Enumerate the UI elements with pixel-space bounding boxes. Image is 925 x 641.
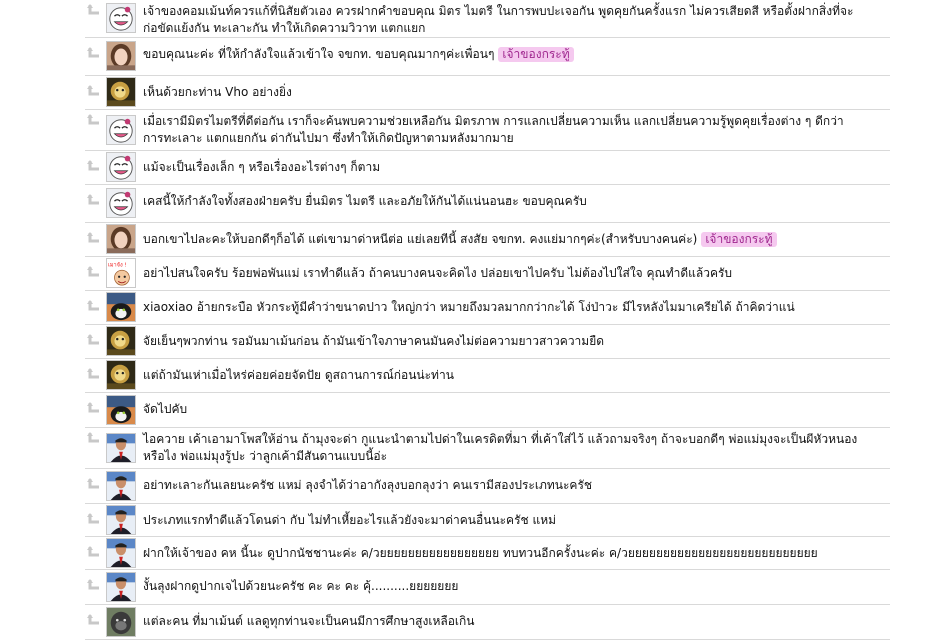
comment-text xyxy=(143,265,890,282)
comment-text xyxy=(143,46,890,63)
comment-line-text: ก่อขัดแย้งกัน ทะเลาะกัน ทำให้เกิดความวิวาท แตกแยก xyxy=(143,21,426,35)
troll-face-icon xyxy=(107,4,135,32)
comment-text xyxy=(143,367,890,384)
avatar[interactable] xyxy=(106,188,136,218)
comment-text-line xyxy=(143,578,890,595)
comment-row xyxy=(85,428,890,469)
comment-text xyxy=(143,159,890,176)
woman-photo-icon xyxy=(107,42,135,70)
avatar[interactable] xyxy=(106,3,136,33)
owner-badge: เจ้าของกระทู้ xyxy=(701,232,776,247)
comment-line-text: ฝากให้เจ้าของ คห นี้นะ ดูปากนัชชานะค่ะ ค/วยยยยยยยยยยยยยยยยย ทบทวนอีกครั้งนะค่ะ ค/วยยยยยยยยยยยยยยยยยยยยยยยยยยย xyxy=(143,546,818,560)
comment-line-text: อย่าไปสนใจครับ ร้อยพ่อพันแม่ เราทำดีแล้ว ถ้าคนบางคนจะคิดไง ปล่อยเขาไปครับ ไม่ต้องไปใส่ใจ คุณทำดีแล้วครับ xyxy=(143,266,733,280)
reply-arrow-icon[interactable] xyxy=(86,159,102,175)
avatar[interactable] xyxy=(106,224,136,254)
avatar[interactable] xyxy=(106,152,136,182)
comment-line-text: หรือไง พ่อแม่มุงรู้ปะ ว่าลูกเค้ามีสันดานแบบนี้อ่ะ xyxy=(143,449,388,463)
comment-text-line xyxy=(143,431,890,448)
avatar[interactable] xyxy=(106,395,136,425)
man-photo-icon xyxy=(107,434,135,462)
comment-text xyxy=(143,613,890,630)
avatar[interactable] xyxy=(106,258,136,288)
comment-row xyxy=(85,325,890,359)
comment-row xyxy=(85,291,890,325)
comment-text-line xyxy=(143,265,890,282)
comment-text-line xyxy=(143,113,890,130)
reply-arrow-icon[interactable] xyxy=(86,193,102,209)
avatar[interactable] xyxy=(106,538,136,568)
comment-text-line xyxy=(143,367,890,384)
comment-text xyxy=(143,231,890,248)
comment-row xyxy=(85,570,890,605)
comment-line-text: ไอควาย เค้าเอามาโพสให้อ่าน ถ้ามุงจะด่า กูแนะนำตามไปด่าในเครดิตที่มา ที่เค้าใส่ไว้ แล้วถามจริงๆ ถ้าจะบอกดีๆ พ่อแม่มุงจะเป็นผีหัวหนอง xyxy=(143,432,858,446)
reply-arrow-icon[interactable] xyxy=(86,299,102,315)
comment-line-text: ประเภทแรกทำดีแล้วโดนด่า กับ ไม่ทำเหี้ยอะไรแล้วยังจะมาด่าคนอื่นนะครัช แหม่ xyxy=(143,513,557,527)
comment-text-line xyxy=(143,512,890,529)
comment-text-line xyxy=(143,84,890,101)
comment-line-text: แต่ถ้ามันเห่าเมื่อไหร่ค่อยค่อยจัดปัย ดูสถานการณ์ก่อนน่ะท่าน xyxy=(143,368,454,382)
comment-text xyxy=(143,3,890,37)
reply-arrow-icon[interactable] xyxy=(86,3,102,19)
reply-arrow-icon[interactable] xyxy=(86,46,102,62)
reply-arrow-icon[interactable] xyxy=(86,613,102,629)
owner-badge: เจ้าของกระทู้ xyxy=(498,47,573,62)
comment-text-line xyxy=(143,545,890,562)
avatar[interactable] xyxy=(106,41,136,71)
comment-text xyxy=(143,401,890,418)
monkey-photo-icon xyxy=(107,327,135,355)
comment-text-line xyxy=(143,299,890,316)
cartoon-sticker-icon xyxy=(107,259,135,287)
avatar[interactable] xyxy=(106,115,136,145)
comment-text-line xyxy=(143,46,890,63)
cat-photo-icon xyxy=(107,396,135,424)
reply-arrow-icon[interactable] xyxy=(86,231,102,247)
reply-arrow-icon[interactable] xyxy=(86,545,102,561)
comment-text-line xyxy=(143,3,890,20)
comment-line-text: แต่ละคน ที่มาเม้นต์ แลดูทุกท่านจะเป็นคนมีการศึกษาสูงเหลือเกิน xyxy=(143,614,475,628)
comment-text xyxy=(143,545,890,562)
comment-row xyxy=(85,469,890,504)
comment-text-line xyxy=(143,613,890,630)
comment-line-text: เคสนี้ให้กำลังใจทั้งสองฝ่ายครับ ยื่นมิตร ไมตรี และอภัยให้กันได้แน่นอนฮะ ขอบคุณครับ xyxy=(143,194,587,208)
comment-line-text: เห็นด้วยกะท่าน Vho อย่างยิ่ง xyxy=(143,85,292,99)
reply-arrow-icon[interactable] xyxy=(86,367,102,383)
avatar[interactable] xyxy=(106,326,136,356)
comment-line-text: เมื่อเรามีมิตรไมตรีที่ดีต่อกัน เราก็จะค้นพบความช่วยเหลือกัน มิตรภาพ การแลกเปลี่ยนความเห็น แลกเปลี่ยนความรู้พูดคุยเรื่องต่าง ๆ ดีกว่า xyxy=(143,114,844,128)
comment-text-line xyxy=(143,20,890,37)
comment-text-line xyxy=(143,333,890,350)
comment-row xyxy=(85,359,890,393)
monkey-photo-icon xyxy=(107,78,135,106)
comment-text xyxy=(143,477,890,494)
comment-row xyxy=(85,537,890,570)
troll-face-icon xyxy=(107,189,135,217)
comment-text xyxy=(143,193,890,210)
comment-line-text: แม้จะเป็นเรื่องเล็ก ๆ หรือเรื่องอะไรต่างๆ ก็ตาม xyxy=(143,160,381,174)
avatar[interactable] xyxy=(106,77,136,107)
comment-text xyxy=(143,84,890,101)
troll-face-icon xyxy=(107,153,135,181)
avatar[interactable] xyxy=(106,433,136,463)
comment-row xyxy=(85,393,890,428)
comment-text-line xyxy=(143,231,890,248)
avatar[interactable] xyxy=(106,360,136,390)
reply-arrow-icon[interactable] xyxy=(86,578,102,594)
comment-text-line xyxy=(143,477,890,494)
comment-row xyxy=(85,110,890,151)
reply-arrow-icon[interactable] xyxy=(86,113,102,129)
avatar[interactable] xyxy=(106,292,136,322)
man-photo-icon xyxy=(107,472,135,500)
comment-row xyxy=(85,38,890,76)
woman-photo-icon xyxy=(107,225,135,253)
man-photo-icon xyxy=(107,573,135,601)
comment-text-line xyxy=(143,448,890,465)
comment-row xyxy=(85,0,890,38)
avatar[interactable] xyxy=(106,505,136,535)
reply-arrow-icon[interactable] xyxy=(86,84,102,100)
man-photo-icon xyxy=(107,506,135,534)
reply-arrow-icon[interactable] xyxy=(86,477,102,493)
monkey-photo-icon xyxy=(107,361,135,389)
comment-text-line xyxy=(143,130,890,147)
gorilla-photo-icon xyxy=(107,608,135,636)
comment-line-text: ขอบคุณนะค่ะ ที่ให้กำลังใจแล้วเข้าใจ จขกท. ขอบคุณมากๆค่ะเพื่อนๆ xyxy=(143,47,495,61)
comment-row xyxy=(85,223,890,257)
comment-line-text: เจ้าของคอมเม้นท์ควรแก้ที่นิสัยตัวเอง ควรฝากคำขอบคุณ มิตร ไมตรี ในการพบปะเจอกัน พูดคุยกันครั้งแรก ไม่ควรเสียดสี หรือตั้งฝากสิ่งที่จะ xyxy=(143,4,854,18)
comment-text xyxy=(143,431,890,465)
svg-text:เมาจัง !: เมาจัง ! xyxy=(107,262,127,269)
comment-line-text: จัยเย็นๆพวกท่าน รอมันมาเม้นก่อน ถ้ามันเข้าใจภาษาคนมันคงไม่ต่อความยาวสาวความยืด xyxy=(143,334,605,348)
comment-row xyxy=(85,504,890,537)
troll-face-icon xyxy=(107,116,135,144)
comment-text-line xyxy=(143,401,890,418)
reply-arrow-icon[interactable] xyxy=(86,333,102,349)
reply-arrow-icon[interactable] xyxy=(86,401,102,417)
comment-line-text: จัดไปคับ xyxy=(143,402,188,416)
comment-text xyxy=(143,299,890,316)
avatar[interactable] xyxy=(106,572,136,602)
comment-line-text: xiaoxiao อ้ายกระบือ หัวกระทู้มีคำว่าขนาดปาว ใหญ่กว่า หมายถึงมวลมากกว่ากะได้ โง่ป่าวะ มีไรหลังไมมาเครียได้ ถ้าคิดว่าแน่ xyxy=(143,300,795,314)
comment-text-line xyxy=(143,193,890,210)
comment-row xyxy=(85,605,890,640)
comment-text xyxy=(143,113,890,147)
reply-arrow-icon[interactable] xyxy=(86,512,102,528)
cat-photo-icon xyxy=(107,293,135,321)
reply-arrow-icon[interactable] xyxy=(86,265,102,281)
comment-row xyxy=(85,76,890,110)
avatar[interactable] xyxy=(106,471,136,501)
man-photo-icon xyxy=(107,539,135,567)
comment-line-text: งั้นลุงฝากดูปากเจไปด้วยนะครัช คะ คะ คะ คุ้..........ยยยยยยย xyxy=(143,579,459,593)
comment-text-line xyxy=(143,159,890,176)
comment-text xyxy=(143,578,890,595)
comment-line-text: การทะเลาะ แตกแยกกัน ด่ากันไปมา ซึ่งทำให้เกิดปัญหาตามหลังมากมาย xyxy=(143,131,514,145)
comment-list xyxy=(85,0,890,640)
comment-line-text: บอกเขาไปละคะให้บอกดีๆก็อได้ แต่เขามาด่าหนีต่อ แย่เลยทีนี้ สงสัย จขกท. คงแย่มากๆค่ะ(สำหรับบางคนค่ะ) xyxy=(143,232,698,246)
comment-row xyxy=(85,151,890,185)
avatar[interactable] xyxy=(106,607,136,637)
comment-text xyxy=(143,333,890,350)
comment-text xyxy=(143,512,890,529)
comment-row xyxy=(85,257,890,291)
comment-line-text: อย่าทะเลาะกันเลยนะครัช แหม่ ลุงจำได้ว่าอากังลุงบอกลุงว่า คนเรามีสองประเภทนะครัช xyxy=(143,478,593,492)
comment-row xyxy=(85,185,890,223)
reply-arrow-icon[interactable] xyxy=(86,431,102,447)
